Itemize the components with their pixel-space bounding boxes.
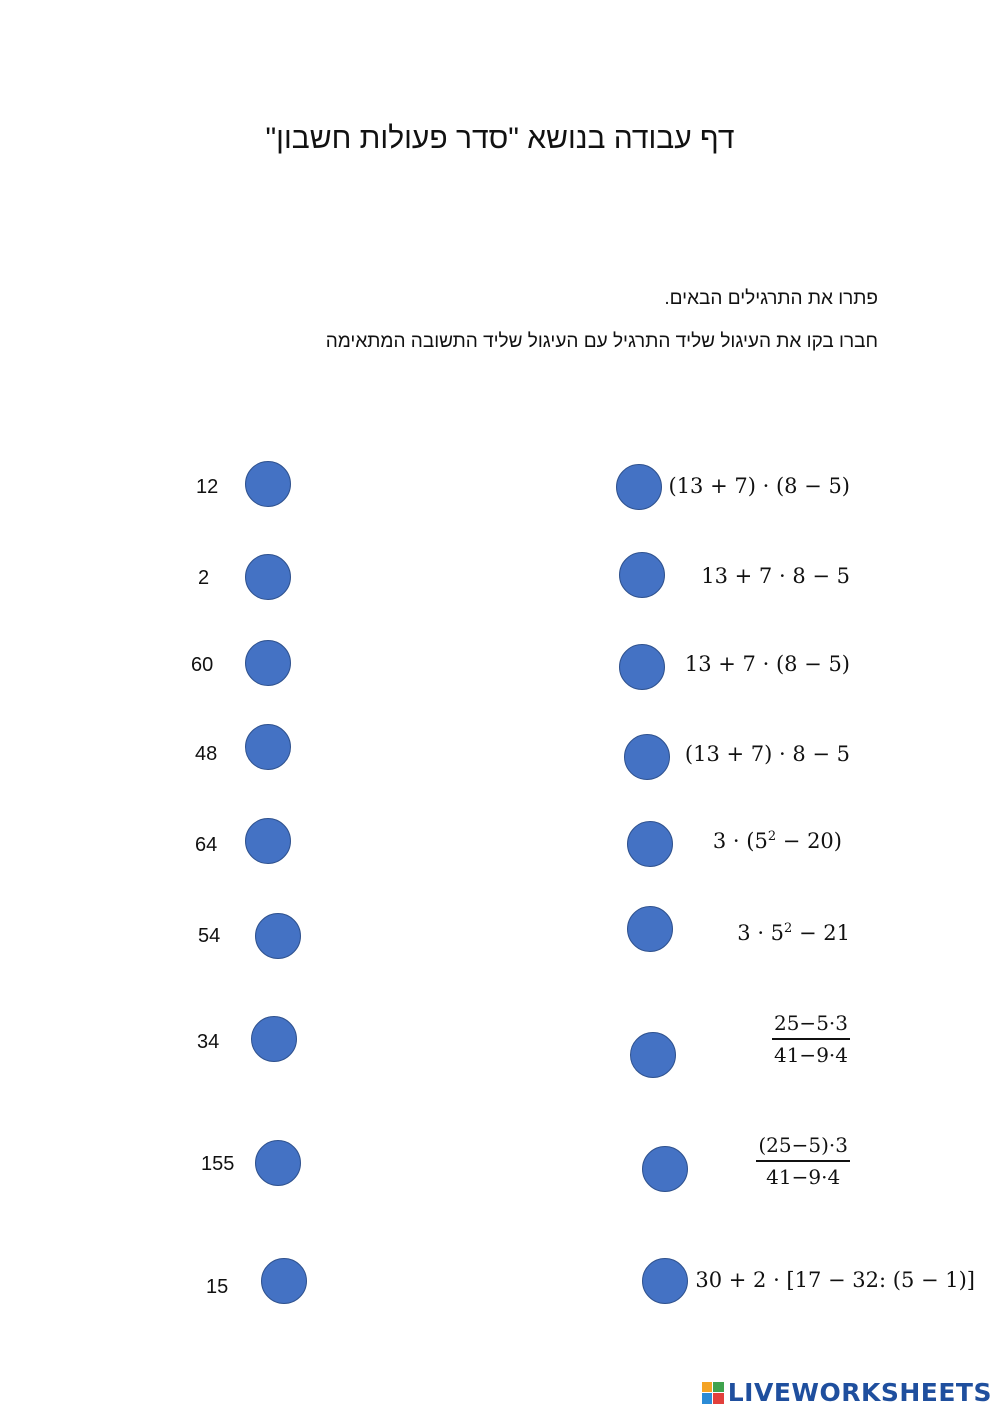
- fraction-denominator: 41−9·4: [766, 1165, 841, 1189]
- answer-value: 12: [196, 476, 219, 498]
- exercise-dot-8[interactable]: [642, 1146, 688, 1192]
- exercise-6-part: 3 · 5: [737, 921, 785, 945]
- answer-value: 48: [195, 743, 218, 765]
- answer-dot-2[interactable]: [245, 554, 291, 600]
- fraction-numerator: 25−5·3: [772, 1011, 850, 1040]
- answer-dot-64[interactable]: [245, 818, 291, 864]
- answer-dot-60[interactable]: [245, 640, 291, 686]
- exercise-9: 30 + 2 · [17 − 32: (5 − 1)]: [695, 1268, 975, 1292]
- answer-value: 2: [198, 567, 210, 589]
- answer-value: 155: [201, 1153, 235, 1175]
- exercise-dot-6[interactable]: [627, 906, 673, 952]
- fraction-denominator: 41−9·4: [773, 1043, 848, 1067]
- brand-logo[interactable]: [702, 1378, 992, 1407]
- instruction-connect: חברו בקו את העיגול שליד התרגיל עם העיגול שליד התשובה המתאימה: [325, 331, 878, 352]
- exercise-1: (13 + 7) · (8 − 5): [668, 474, 850, 498]
- exercise-dot-2[interactable]: [619, 552, 665, 598]
- exercise-dot-7[interactable]: [630, 1032, 676, 1078]
- exercise-8: [756, 1133, 850, 1189]
- answer-value: 60: [191, 654, 214, 676]
- exercise-dot-1[interactable]: [616, 464, 662, 510]
- exercise-dot-3[interactable]: [619, 644, 665, 690]
- exercise-5: [713, 829, 842, 853]
- exercise-5-part: 3 · (5: [712, 829, 768, 853]
- exercise-3: 13 + 7 · (8 − 5): [684, 652, 850, 676]
- answer-dot-155[interactable]: [255, 1140, 301, 1186]
- exercise-dot-5[interactable]: [627, 821, 673, 867]
- answer-dot-48[interactable]: [245, 724, 291, 770]
- answer-dot-34[interactable]: [251, 1016, 297, 1062]
- fraction-numerator: (25−5)·3: [756, 1133, 850, 1162]
- instruction-solve: פתרו את התרגילים הבאים.: [664, 288, 878, 309]
- exponent: 2: [767, 829, 777, 844]
- exercise-7: [772, 1011, 850, 1067]
- exercise-2: 13 + 7 · 8 − 5: [701, 564, 850, 588]
- answer-dot-12[interactable]: [245, 461, 291, 507]
- answer-dot-15[interactable]: [261, 1258, 307, 1304]
- exercise-dot-9[interactable]: [642, 1258, 688, 1304]
- answer-value: 54: [198, 925, 221, 947]
- exercise-6: [737, 921, 850, 945]
- answer-value: 64: [195, 834, 218, 856]
- answer-dot-54[interactable]: [255, 913, 301, 959]
- brand-text: LIVEWORKSHEETS: [727, 1378, 992, 1407]
- exercise-5-part: − 20): [776, 829, 842, 853]
- exercise-4: (13 + 7) · 8 − 5: [684, 742, 850, 766]
- answer-value: 15: [206, 1276, 229, 1298]
- liveworksheets-icon: [702, 1382, 724, 1404]
- answer-value: 34: [197, 1031, 220, 1053]
- exercise-dot-4[interactable]: [624, 734, 670, 780]
- page-title: דף עבודה בנושא "סדר פעולות חשבון": [265, 122, 735, 155]
- exponent: 2: [784, 921, 793, 936]
- exercise-6-part: − 21: [792, 921, 850, 945]
